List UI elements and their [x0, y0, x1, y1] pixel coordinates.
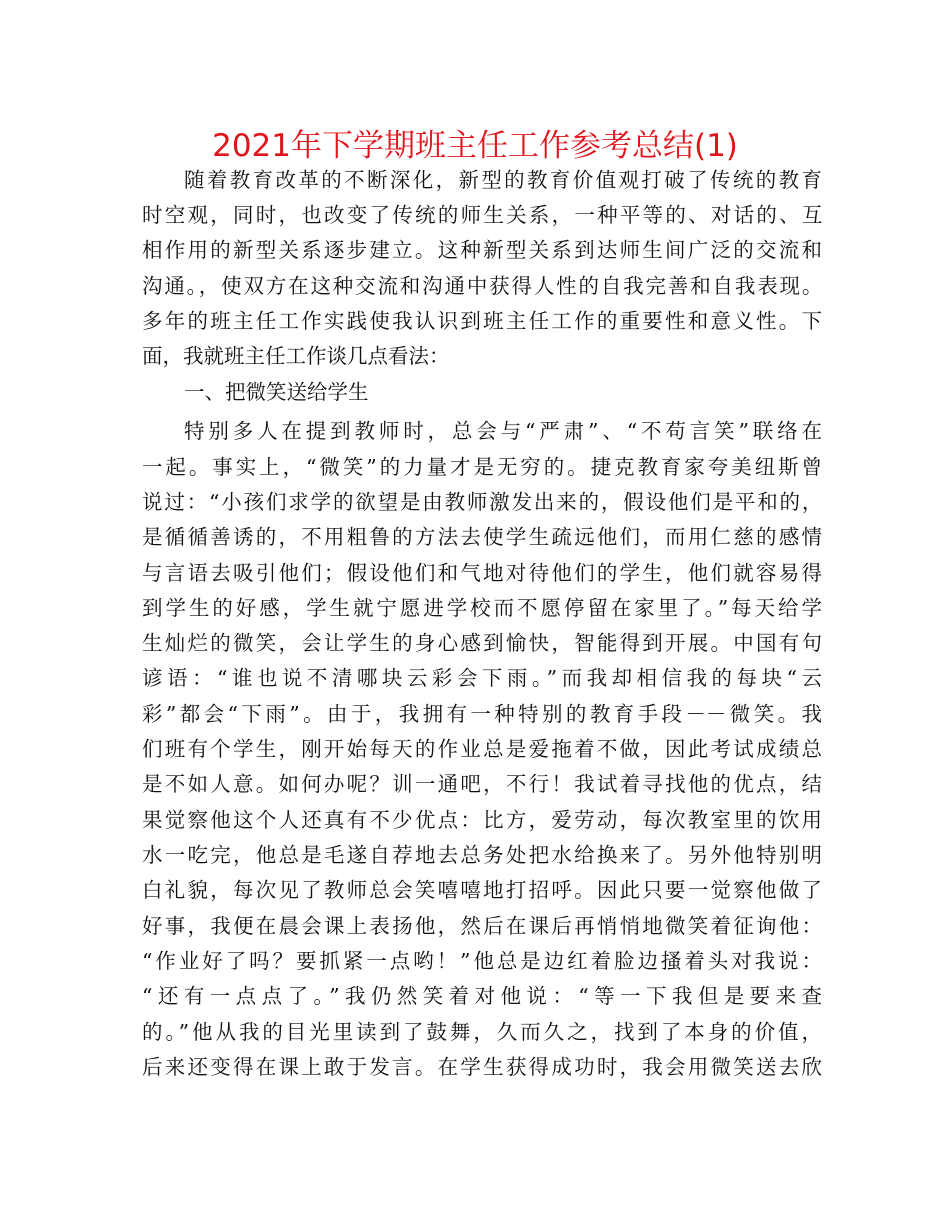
paragraph-line: 谚语：“谁也说不清哪块云彩会下雨。”而我却相信我的每块“云 — [142, 666, 822, 690]
paragraph-line: 随着教育改革的不断深化，新型的教育价值观打破了传统的教育 — [184, 168, 822, 192]
paragraph-line: 生灿烂的微笑，会让学生的身心感到愉快，智能得到开展。中国有句 — [142, 631, 822, 655]
paragraph-line: 说过：“小孩们求学的欲望是由教师激发出来的，假设他们是平和的， — [142, 490, 822, 514]
document-title: 2021年下学期班主任工作参考总结(1) — [212, 128, 738, 164]
section-heading: 一、把微笑送给学生 — [184, 380, 369, 404]
paragraph-line: 水一吃完，他总是毛遂自荐地去总务处把水给换来了。另外他特别明 — [142, 843, 822, 867]
paragraph-line: 与言语去吸引他们；假设他们和气地对待他们的学生，他们就容易得 — [142, 561, 822, 585]
paragraph-line: 后来还变得在课上敢于发言。在学生获得成功时，我会用微笑送去欣 — [142, 1055, 822, 1079]
paragraph-line: 沟通。，使双方在这种交流和沟通中获得人性的自我完善和自我表现。 — [142, 274, 822, 298]
paragraph-line: 到学生的好感，学生就宁愿进学校而不愿停留在家里了。”每天给学 — [142, 596, 822, 620]
paragraph-line: 的。”他从我的目光里读到了鼓舞，久而久之，找到了本身的价值， — [142, 1020, 822, 1044]
paragraph-line: 白礼貌，每次见了教师总会笑嘻嘻地打招呼。因此只要一觉察他做了 — [142, 878, 822, 902]
paragraph-line: “还有一点点了。”我仍然笑着对他说：“等一下我但是要来查 — [142, 984, 822, 1008]
paragraph-line: “作业好了吗？要抓紧一点哟！”他总是边红着脸边搔着头对我说： — [142, 949, 822, 973]
paragraph-line: 是不如人意。如何办呢？训一通吧，不行！我试着寻找他的优点，结 — [142, 772, 822, 796]
paragraph-line: 多年的班主任工作实践使我认识到班主任工作的重要性和意义性。下 — [142, 309, 822, 333]
paragraph-line: 彩”都会“下雨”。由于，我拥有一种特别的教育手段－－微笑。我 — [142, 702, 822, 726]
paragraph-line: 果觉察他这个人还真有不少优点：比方，爱劳动，每次教室里的饮用 — [142, 808, 822, 832]
paragraph-line: 一起。事实上，“微笑”的力量才是无穷的。捷克教育家夸美纽斯曾 — [142, 455, 822, 479]
paragraph-line: 是循循善诱的，不用粗鲁的方法去使学生疏远他们，而用仁慈的感情 — [142, 525, 822, 549]
paragraph-line: 面，我就班主任工作谈几点看法： — [142, 344, 450, 368]
paragraph-line: 好事，我便在晨会课上表扬他，然后在课后再悄悄地微笑着征询他： — [142, 914, 822, 938]
paragraph-line: 时空观，同时，也改变了传统的师生关系，一种平等的、对话的、互 — [142, 203, 822, 227]
paragraph-line: 相作用的新型关系逐步建立。这种新型关系到达师生间广泛的交流和 — [142, 238, 822, 262]
paragraph-line: 特别多人在提到教师时，总会与“严肃”、“不苟言笑”联络在 — [184, 419, 822, 443]
paragraph-line: 们班有个学生，刚开始每天的作业总是爱拖着不做，因此考试成绩总 — [142, 737, 822, 761]
